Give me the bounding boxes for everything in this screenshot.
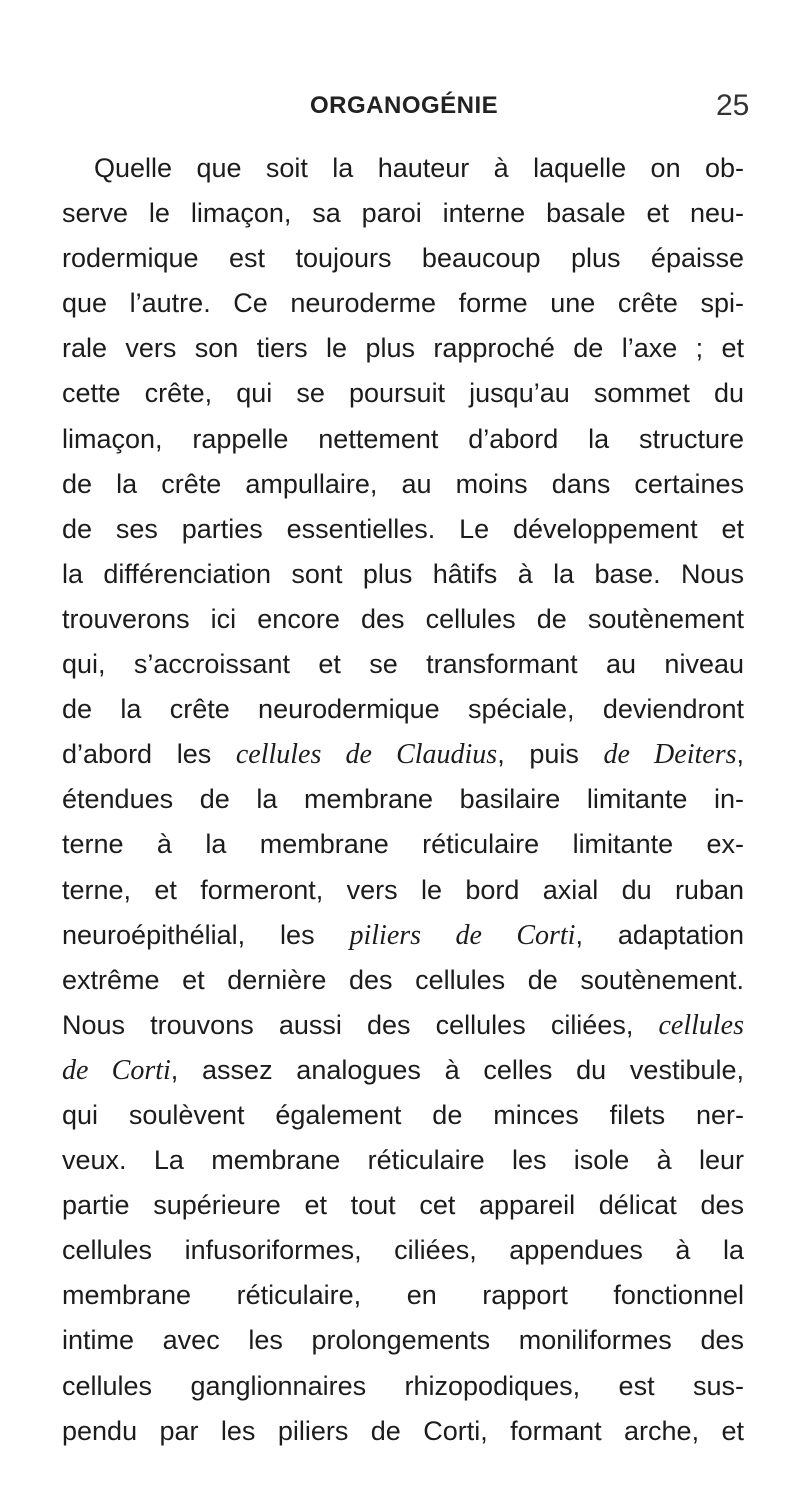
text-segment: Quelle que soit la hauteur à laquelle on ob- <box>94 153 744 183</box>
text-segment: rale vers son tiers le plus rapproché de l’axe ; et <box>62 333 744 364</box>
text-segment: de la crête ampullaire, au moins dans certaines <box>62 468 744 499</box>
text-line <box>62 1318 744 1363</box>
page-number: 25 <box>716 89 750 122</box>
text-line <box>62 642 744 687</box>
text-line <box>62 1409 744 1454</box>
italic-term: de Deiters <box>603 739 737 771</box>
text-segment: cellules infusoriformes, ciliées, appendues à la <box>62 1235 744 1266</box>
text-segment: d’abord les <box>62 739 236 770</box>
text-line <box>62 822 744 867</box>
text-line <box>62 1138 744 1183</box>
text-line <box>62 1228 744 1273</box>
text-line <box>62 462 744 507</box>
text-segment: trouverons ici encore des cellules de soutènement <box>62 603 744 634</box>
text-line <box>62 597 744 642</box>
italic-term: piliers de Corti <box>349 919 576 951</box>
text-line <box>62 1048 744 1093</box>
text-segment: extrême et dernière des cellules de soutènement. <box>62 964 744 995</box>
text-segment: , assez analogues à celles du vestibule, <box>170 1054 744 1085</box>
text-segment: terne, et formeront, vers le bord axial du ruban <box>62 874 744 905</box>
text-line <box>62 236 744 281</box>
text-segment: membrane réticulaire, en rapport fonctionnel <box>62 1280 744 1311</box>
text-segment: étendues de la membrane basilaire limitante in- <box>62 784 744 815</box>
text-segment: de ses parties essentielles. Le développement et <box>62 513 744 544</box>
text-segment: limaçon, rappelle nettement d’abord la structure <box>62 423 744 454</box>
text-line <box>62 417 744 462</box>
text-segment: neuroépithélial, les <box>62 919 350 950</box>
text-line <box>62 326 744 371</box>
text-segment: cellules ganglionnaires rhizopodiques, est sus- <box>62 1370 744 1401</box>
text-segment: pendu par les piliers de Corti, formant arche, et <box>62 1415 744 1446</box>
text-segment: que l’autre. Ce neuroderme forme une crête spi- <box>62 288 744 319</box>
text-segment: la différenciation sont plus hâtifs à la base. Nous <box>62 558 744 589</box>
text-line <box>62 1093 744 1138</box>
text-segment: qui soulèvent également de minces filets ner- <box>62 1099 744 1130</box>
text-segment: , adaptation <box>575 919 745 950</box>
text-segment: intime avec les prolongements moniliformes des <box>62 1325 744 1356</box>
text-line <box>62 777 744 822</box>
text-segment: veux. La membrane réticulaire les isole à leur <box>62 1145 744 1176</box>
italic-term: de Corti <box>62 1054 171 1086</box>
body-text <box>62 146 744 1454</box>
text-line <box>62 191 744 236</box>
text-line <box>62 868 744 913</box>
page-header <box>0 86 800 126</box>
text-segment: , <box>736 739 745 770</box>
text-segment: serve le limaçon, sa paroi interne basale et neu- <box>62 198 744 229</box>
text-line <box>62 371 744 416</box>
text-segment: terne à la membrane réticulaire limitante ex- <box>62 829 744 860</box>
text-line <box>62 732 744 777</box>
text-line <box>62 552 744 597</box>
text-line <box>62 687 744 732</box>
text-segment: , puis <box>497 739 604 770</box>
text-segment: qui, s’accroissant et se transformant au niveau <box>62 649 744 680</box>
text-line <box>62 1003 744 1048</box>
text-line <box>62 146 744 191</box>
text-segment: partie supérieure et tout cet appareil délicat des <box>62 1190 744 1221</box>
text-line <box>62 1364 744 1409</box>
text-line <box>62 281 744 326</box>
text-segment: de la crête neurodermique spéciale, deviendront <box>62 694 744 725</box>
text-line <box>62 1273 744 1318</box>
italic-term: cellules <box>658 1009 744 1041</box>
text-line <box>62 507 744 552</box>
text-line <box>62 913 744 958</box>
text-line <box>62 958 744 1003</box>
text-line <box>62 1183 744 1228</box>
running-title: ORGANOGÉNIE <box>310 92 499 119</box>
text-segment: cette crête, qui se poursuit jusqu’au sommet du <box>62 378 744 409</box>
italic-term: cellules de Claudius <box>235 739 498 771</box>
text-segment: Nous trouvons aussi des cellules ciliées, <box>62 1009 659 1040</box>
text-segment: rodermique est toujours beaucoup plus épaisse <box>62 243 744 274</box>
